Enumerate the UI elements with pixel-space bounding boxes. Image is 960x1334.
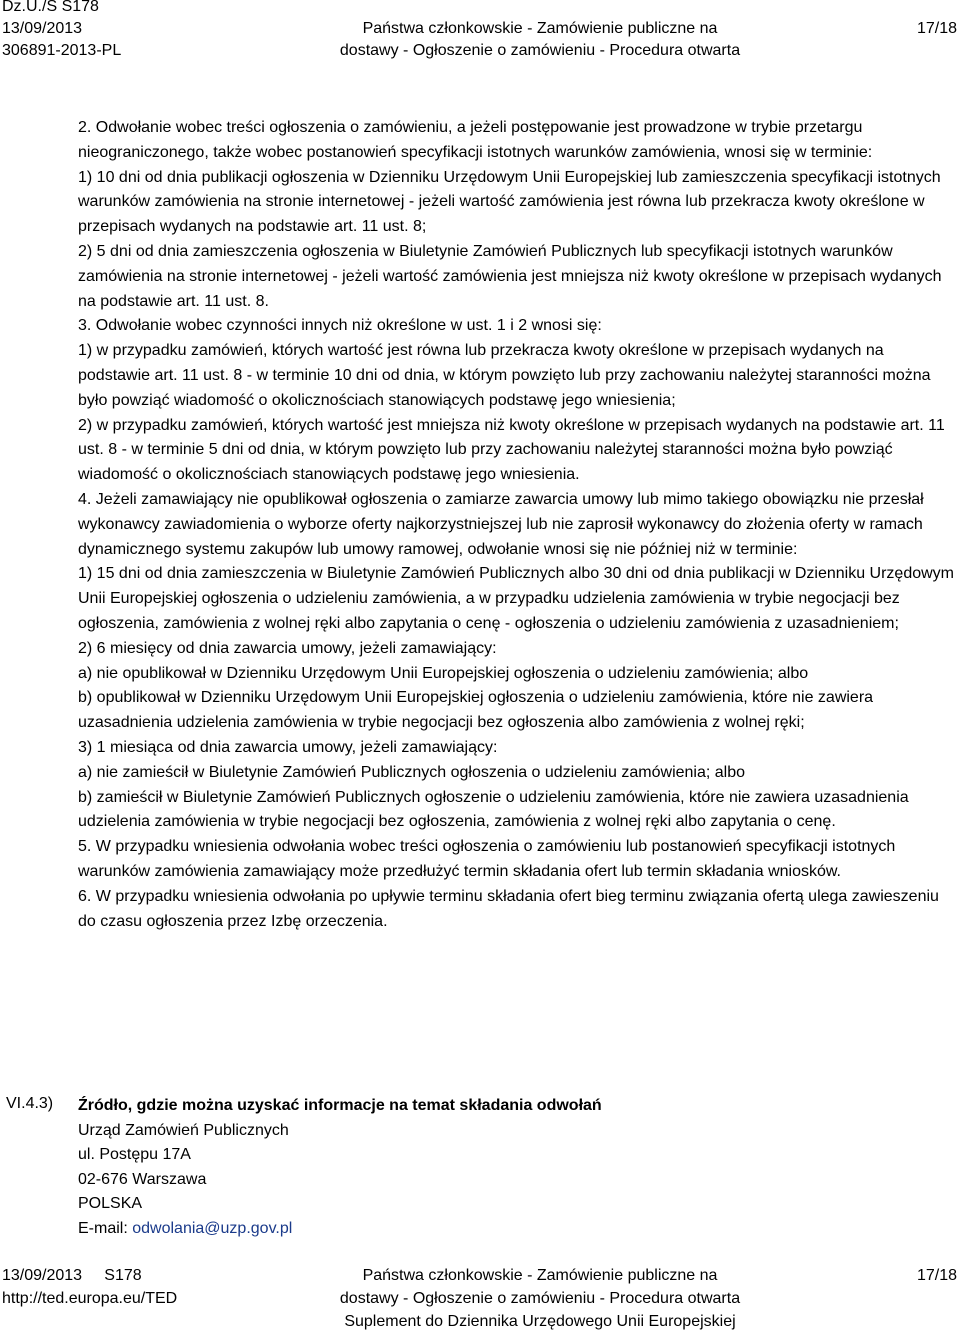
paragraph: b) zamieścił w Biuletynie Zamówień Publicznych ogłoszenie o udzieleniu zamówienia, które nie zawiera uzasadnienia udzielenia zamówienia w trybie negocjacji bez ogłoszenia, zamówienia z wolnej ręki albo zapytania o cenę.: [78, 788, 909, 831]
paragraph: 3) 1 miesiąca od dnia zawarcia umowy, jeżeli zamawiający:: [78, 738, 498, 756]
city-address: 02-676 Warszawa: [78, 1170, 207, 1188]
paragraph: 6. W przypadku wniesienia odwołania po upływie terminu składania ofert bieg terminu związania ofertą ulega zawieszeniu do czasu ogłoszenia przez Izbę orzeczenia.: [78, 887, 939, 930]
section-title: Źródło, gdzie można uzyskać informacje na temat składania odwołań: [78, 1097, 602, 1114]
section-number: VI.4.3): [6, 1095, 54, 1112]
footer-title-line-2: dostawy - Ogłoszenie o zamówieniu - Procedura otwarta: [339, 1290, 741, 1307]
country: POLSKA: [78, 1195, 143, 1213]
footer-page-number: 17/18: [916, 1267, 957, 1284]
paragraph: 2) 6 miesięcy od dnia zawarcia umowy, jeżeli zamawiający:: [78, 639, 497, 657]
paragraph: 2. Odwołanie wobec treści ogłoszenia o zamówieniu, a jeżeli postępowanie jest prowadzone w trybie przetargu nieograniczonego, także wobec postanowień specyfikacji istotnych warunków zamówienia, wnosi się w terminie:: [78, 119, 873, 161]
street-address: ul. Postępu 17A: [78, 1146, 191, 1164]
footer-title-line-1: Państwa członkowskie - Zamówienie publiczne na: [362, 1267, 718, 1284]
paragraph: a) nie zamieścił w Biuletynie Zamówień Publicznych ogłoszenia o udzieleniu zamówienia; albo: [78, 763, 746, 781]
appeal-info-source: [78, 1094, 958, 1242]
paragraph: b) opublikował w Dzienniku Urzędowym Unii Europejskiej ogłoszenia o udzieleniu zamówienia, które nie zawiera uzasadnienia udzielenia zamówienia w trybie negocjacji bez ogłoszenia albo zamówienia z wolnej ręki;: [78, 689, 874, 732]
notice-number: 306891-2013-PL: [2, 42, 122, 59]
header-reference: [2, 0, 121, 62]
header-date: 13/09/2013: [2, 20, 83, 37]
header-title-line-1: Państwa członkowskie - Zamówienie publiczne na: [362, 20, 718, 37]
paragraph: 2) 5 dni od dnia zamieszczenia ogłoszenia w Biuletynie Zamówień Publicznych lub specyfikacji istotnych warunków zamówienia na stronie internetowej - jeżeli wartość zamówienia jest mniejsza niż kwoty określone w przepisach wydanych na podstawie art. 11 ust. 8.: [78, 242, 942, 310]
email-label: E-mail:: [78, 1219, 133, 1237]
paragraph: 1) 10 dni od dnia publikacji ogłoszenia w Dzienniku Urzędowym Unii Europejskiej lub zamieszczenia specyfikacji istotnych warunków zamówienia na stronie internetowej - jeżeli wartość zamówienia jest równa lub przekracza kwoty określone w przepisach wydanych na podstawie art. 11 ust. 8;: [78, 168, 941, 236]
header-page-number: 17/18: [916, 20, 957, 37]
journal-ref: Dz.U./S S178: [2, 0, 99, 15]
header-title: [240, 18, 840, 62]
footer-title: [240, 1264, 840, 1333]
page-header: [0, 0, 960, 70]
footer-title-line-3: Suplement do Dziennika Urzędowego Unii Europejskiej: [344, 1313, 736, 1330]
paragraph: 1) 15 dni od dnia zamieszczenia w Biuletynie Zamówień Publicznych albo 30 dni od dnia publikacji w Dzienniku Urzędowym Unii Europejskiej ogłoszenia o udzieleniu zamówienia, a w przypadku udzielenia zamówienia w trybie negocjacji bez ogłoszenia, zamówienia z wolnej ręki albo zapytania o cenę - ogłoszenia o udzieleniu zamówienia z uzasadnieniem;: [78, 565, 955, 632]
header-title-line-2: dostawy - Ogłoszenie o zamówieniu - Procedura otwarta: [339, 42, 741, 59]
page-footer: [0, 1264, 960, 1334]
paragraph: a) nie opublikował w Dzienniku Urzędowym Unii Europejskiej ogłoszenia o udzieleniu zamówienia; albo: [78, 664, 809, 682]
paragraph: 1) w przypadku zamówień, których wartość jest równa lub przekracza kwoty określone w przepisach wydanych na podstawie art. 11 ust. 8 - w terminie 10 dni od dnia, w którym powzięto lub przy zachowaniu należytej staranności można było powziąć wiadomość o okolicznościach stanowiących podstawę jego wniesienia;: [78, 342, 931, 409]
document-body: [78, 116, 958, 934]
paragraph: 2) w przypadku zamówień, których wartość jest mniejsza niż kwoty określone w przepisach wydanych na podstawie art. 11 ust. 8 - w terminie 5 dni od dnia, w którym powzięto lub przy zachowaniu należytej staranności można było powziąć wiadomość o okolicznościach stanowiących podstawę jego wniesienia.: [78, 416, 945, 484]
organization-name: Urząd Zamówień Publicznych: [78, 1121, 289, 1139]
paragraph: 5. W przypadku wniesienia odwołania wobec treści ogłoszenia o zamówieniu lub postanowień specyfikacji istotnych warunków zamówienia zamawiający może przedłużyć termin składania ofert lub termin składania wniosków.: [78, 838, 896, 880]
paragraph: 4. Jeżeli zamawiający nie opublikował ogłoszenia o zamiarze zawarcia umowy lub mimo takiego obowiązku nie przesłał wykonawcy zawiadomienia o wyborze oferty najkorzystniejszej lub nie zaprosił wykonawcy do złożenia oferty w ramach dynamicznego systemu zakupów lub umowy ramowej, odwołanie wnosi się nie później niż w terminie:: [78, 490, 924, 558]
footer-reference: [2, 1264, 177, 1310]
email-link[interactable]: odwolania@uzp.gov.pl: [132, 1219, 293, 1237]
email-line: [78, 1217, 958, 1242]
paragraph: 3. Odwołanie wobec czynności innych niż określone w ust. 1 i 2 wnosi się:: [78, 317, 602, 335]
footer-url[interactable]: http://ted.europa.eu/TED: [2, 1290, 178, 1307]
footer-date-issue: 13/09/2013 S178: [2, 1267, 142, 1284]
